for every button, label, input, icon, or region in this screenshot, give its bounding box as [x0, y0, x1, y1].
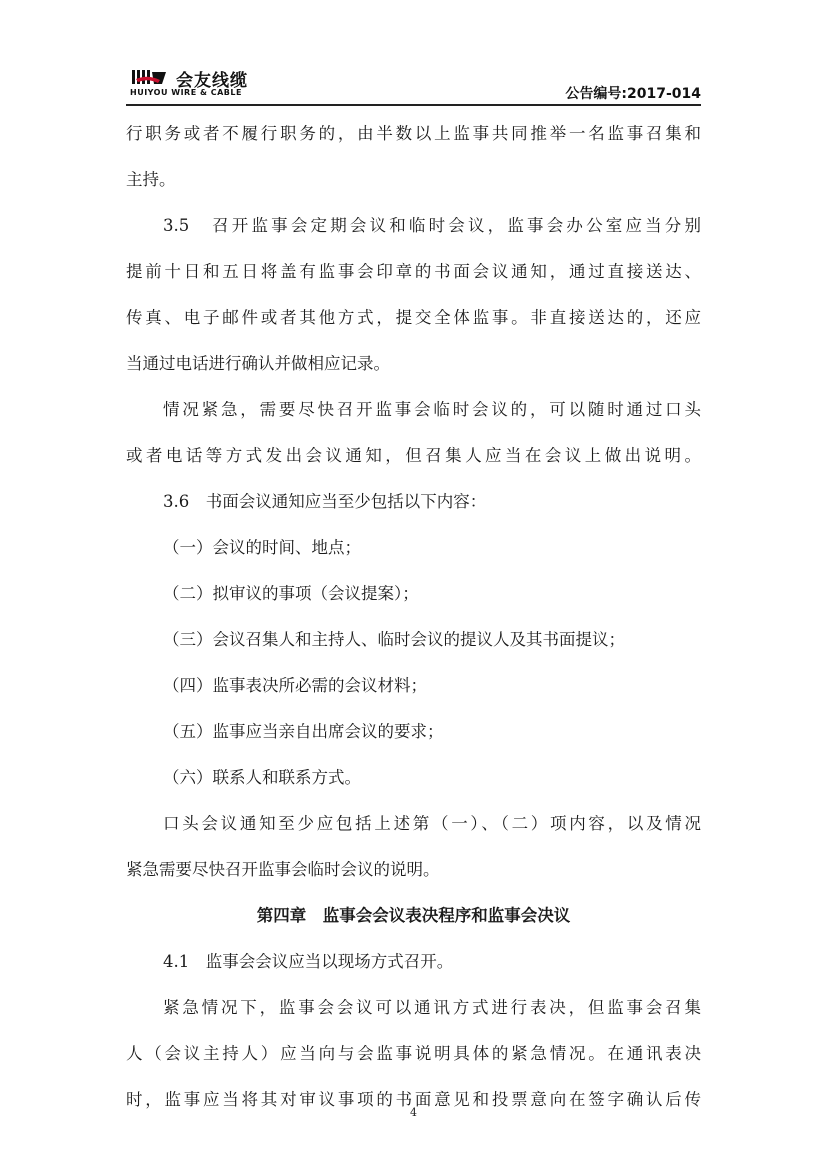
- text-line: 行职务或者不履行职务的，由半数以上监事共同推举一名监事召集和: [126, 124, 701, 143]
- list-item: （一）会议的时间、地点；: [163, 538, 361, 557]
- page-number: 4: [410, 1106, 417, 1119]
- list-item: （三）会议召集人和主持人、临时会议的提议人及其书面提议；: [163, 630, 625, 649]
- text-line: 当通过电话进行确认并做相应记录。: [126, 354, 390, 373]
- text-line: 人（会议主持人）应当向与会监事说明具体的紧急情况。在通讯表决: [126, 1044, 701, 1063]
- text-line: 情况紧急，需要尽快召开监事会临时会议的，可以随时通过口头: [163, 400, 701, 419]
- text-line: 3.5 召开监事会定期会议和临时会议，监事会办公室应当分别: [163, 216, 701, 235]
- text-line: 3.6 书面会议通知应当至少包括以下内容：: [163, 492, 487, 511]
- chapter-title: 第四章 监事会会议表决程序和监事会决议: [256, 906, 571, 925]
- text-line: 传真、电子邮件或者其他方式，提交全体监事。非直接送达的，还应: [126, 308, 701, 327]
- page-header: [126, 66, 701, 106]
- company-logo: [130, 68, 310, 98]
- text-line: 紧急情况下，监事会会议可以通讯方式进行表决，但监事会召集: [163, 998, 701, 1017]
- text-line: 主持。: [126, 170, 176, 189]
- logo-english-name: HUIYOU WIRE & CABLE: [130, 88, 242, 97]
- document-body: [126, 111, 701, 1123]
- text-line: 口头会议通知至少应包括上述第（一）、（二）项内容，以及情况: [163, 814, 701, 833]
- text-line: 紧急需要尽快召开监事会临时会议的说明。: [126, 860, 440, 879]
- list-item: （六）联系人和联系方式。: [163, 768, 361, 787]
- list-item: （二）拟审议的事项（会议提案）；: [163, 584, 419, 603]
- list-item: （五）监事应当亲自出席会议的要求；: [163, 722, 444, 741]
- text-line: 时，监事应当将其对审议事项的书面意见和投票意向在签字确认后传: [126, 1090, 701, 1109]
- text-line: 4.1 监事会会议应当以现场方式召开。: [163, 952, 454, 971]
- logo-chinese-name: 会友线缆: [176, 71, 248, 91]
- logo-mark-icon: [130, 68, 170, 90]
- list-item: （四）监事表决所必需的会议材料；: [163, 676, 427, 695]
- notice-number: 公告编号:2017-014: [565, 86, 701, 102]
- text-line: 提前十日和五日将盖有监事会印章的书面会议通知，通过直接送达、: [126, 262, 701, 281]
- text-line: 或者电话等方式发出会议通知，但召集人应当在会议上做出说明。: [126, 446, 701, 465]
